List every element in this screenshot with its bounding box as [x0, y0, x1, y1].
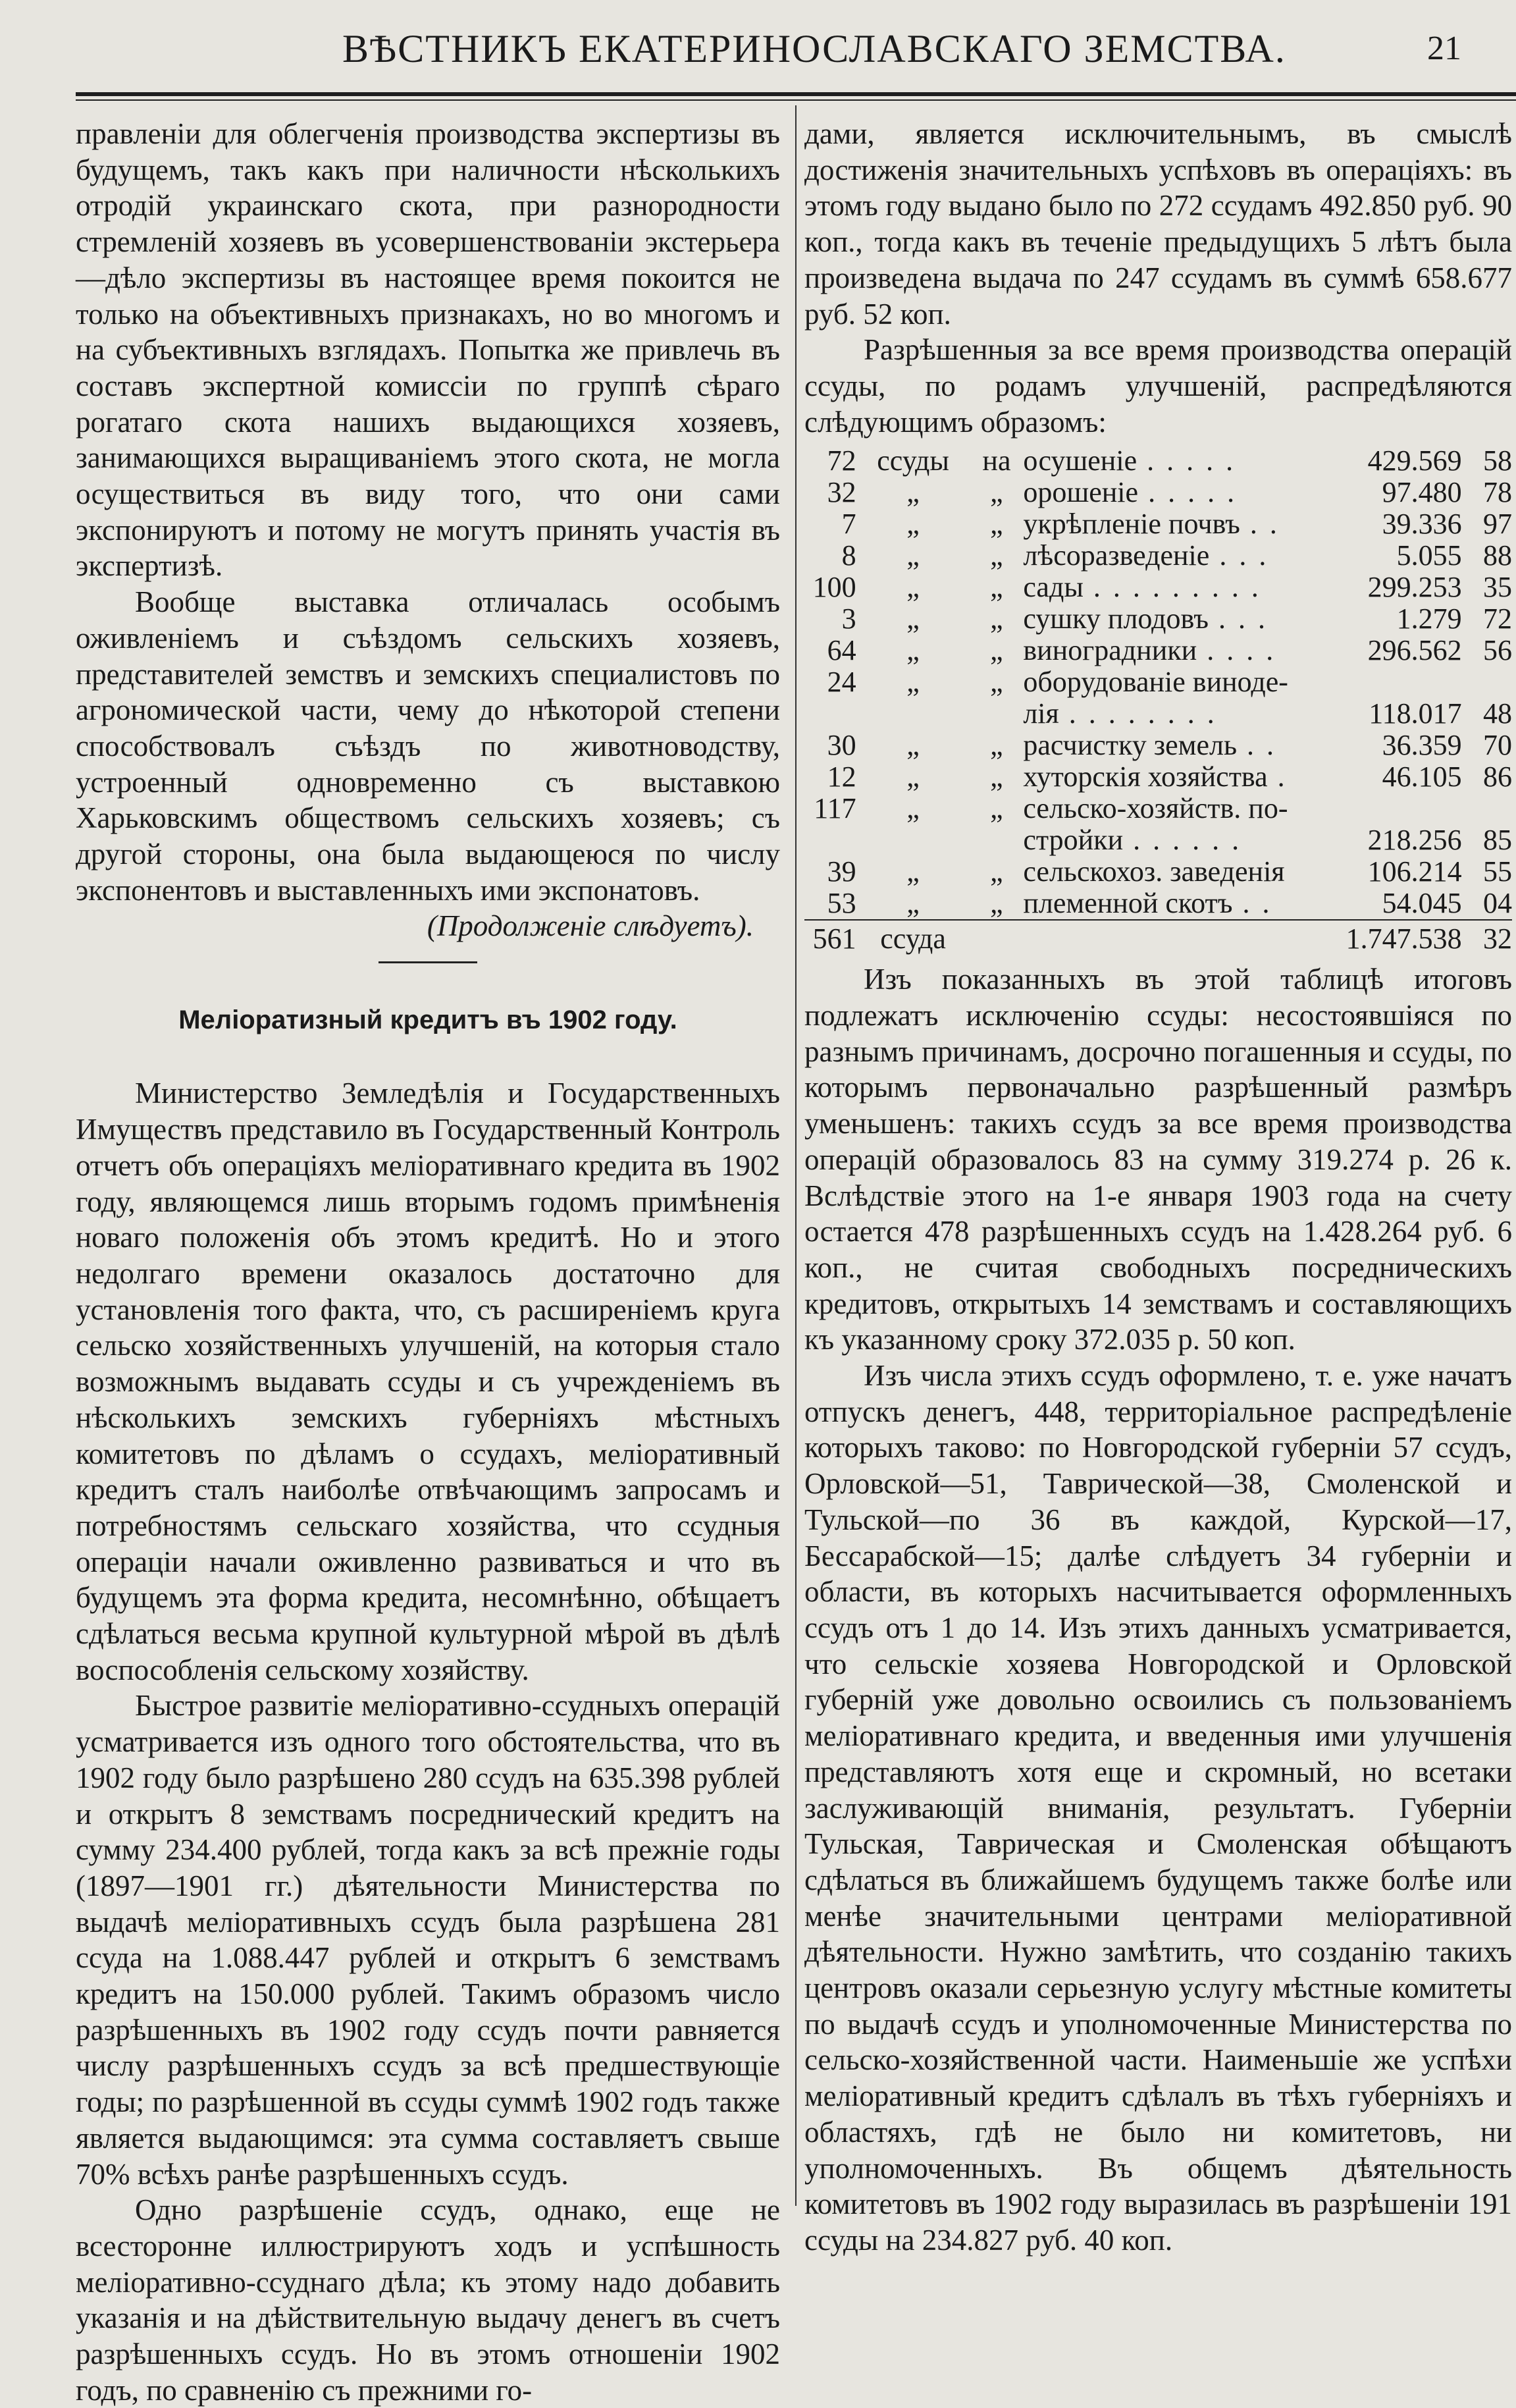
loan-purpose-text: расчистку земель	[1023, 730, 1238, 762]
loans-table-row	[804, 856, 1512, 888]
loans-table-row	[804, 698, 1512, 730]
loan-kopeks: 35	[1483, 571, 1512, 604]
loan-unit: „	[906, 729, 920, 762]
loan-purpose-text: сельскохоз. заведенія	[1023, 856, 1285, 888]
paragraph-issuance: Одно разрѣшеніе ссудъ, однако, еще не всесторонне иллюстрируютъ ходъ и успѣшность меліоративно-ссуднаго дѣла; къ этому надо добавить указанія и на дѣйствительную выдачу денегъ въ счетъ разрѣшенныхъ ссудъ. Но въ этомъ отношеніи 1902 годъ, по сравненію съ прежними го-	[76, 2193, 780, 2407]
loan-purpose	[1023, 793, 1346, 824]
total-rubles: 1.747.538	[1346, 920, 1462, 955]
loan-count: 7	[841, 508, 856, 541]
loan-count: 8	[841, 539, 856, 572]
loan-unit: „	[906, 539, 920, 572]
loans-table-row	[804, 572, 1512, 603]
loan-preposition: „	[990, 571, 1003, 604]
leader-dots: . . . .	[1197, 635, 1276, 667]
loan-preposition: „	[990, 666, 1003, 699]
loan-kopeks: 58	[1483, 444, 1512, 477]
total-unit: ссуда	[856, 920, 970, 955]
loan-kopeks: 97	[1483, 508, 1512, 541]
journal-title: ВѢСТНИКЪ ЕКАТЕРИНОСЛАВСКАГО ЗЕМСТВА.	[342, 27, 1286, 70]
loan-purpose	[1023, 824, 1346, 856]
loans-total-row	[804, 920, 1512, 955]
total-count: 561	[804, 920, 856, 955]
paragraph-expertise-end: правленіи для облегченія производства экспертизы въ будущемъ, такъ какъ при наличности нѣсколькихъ отродій украинскаго скота, при разнородности стремленій хозяевъ въ усовершенствованіи экстерьера—дѣло экспертизы въ настоящее время покоится не только на объективныхъ признакахъ, но во многомъ и на субъективныхъ взглядахъ. Попытка же привлечь въ составъ экспертной комиссіи по группѣ сѣраго рогатаго скота нашихъ выдающихся хозяевъ, занимающихся выращиваніемъ этого скота, не могла осуществиться въ виду того, что они сами экспонируютъ и потому не могутъ принять участія въ экспертизѣ.	[76, 117, 780, 583]
paragraph-issuance-continued: дами, является исключительнымъ, въ смыслѣ достиженія значительныхъ успѣховъ въ операціяхъ: въ этомъ году выдано было по 272 ссудамъ 492.850 руб. 90 коп., тогда какъ въ теченіе предыдущихъ 5 лѣтъ была произведена выдача по 247 ссудамъ въ суммѣ 658.677 руб. 52 коп.	[804, 117, 1512, 331]
loan-kopeks: 85	[1483, 824, 1512, 857]
loan-count: 32	[827, 476, 856, 509]
loan-rubles: 39.336	[1382, 508, 1462, 541]
loan-unit: „	[906, 634, 920, 667]
loan-preposition: „	[990, 855, 1003, 888]
loan-preposition: на	[982, 444, 1011, 477]
leader-dots: . . . . . . . . .	[1083, 572, 1261, 604]
loan-unit: „	[906, 602, 920, 635]
loan-unit: „	[906, 571, 920, 604]
loan-purpose	[1023, 635, 1346, 666]
loans-table-row	[804, 824, 1512, 856]
right-column	[804, 116, 1512, 2259]
loan-kopeks: 55	[1483, 855, 1512, 888]
loan-count: 30	[827, 729, 856, 762]
loan-purpose	[1023, 603, 1346, 635]
page-number: 21	[1427, 30, 1461, 67]
loan-unit: „	[906, 792, 920, 825]
loan-purpose	[1023, 856, 1346, 888]
loan-purpose	[1023, 572, 1346, 603]
loan-rubles: 36.359	[1382, 729, 1462, 762]
loan-count	[804, 824, 856, 856]
loan-preposition: „	[990, 476, 1003, 509]
loan-rubles: 54.045	[1382, 887, 1462, 920]
leader-dots: . .	[1232, 888, 1272, 920]
loan-count: 12	[827, 761, 856, 793]
loan-purpose-text: сельско-хозяйств. по-	[1023, 793, 1288, 825]
left-column	[76, 116, 780, 2408]
loan-kopeks: 86	[1483, 761, 1512, 793]
loan-rubles: 1.279	[1396, 602, 1462, 635]
loan-kopeks: 78	[1483, 476, 1512, 509]
loan-rubles: 5.055	[1396, 539, 1462, 572]
loans-table-row	[804, 477, 1512, 508]
leader-dots: . . . . .	[1137, 445, 1236, 477]
paragraph-rapid-development: Быстрое развитіе меліоративно-ссудныхъ операцій усматривается изъ одного того обстоятельства, что въ 1902 году было разрѣшено 280 ссудъ на 635.398 рублей и открытъ 8 земствамъ посреднический кредитъ на сумму 234.400 рублей, тогда какъ за всѣ прежніе годы (1897—1901 гг.) дѣятельности Министерства по выдачѣ меліоративныхъ ссудъ была разрѣшена 281 ссуда на 1.088.447 рублей и открытъ 6 земствамъ кредитъ на 150.000 рублей. Такимъ образомъ число разрѣшенныхъ въ 1902 году ссудъ почти равняется числу разрѣшенныхъ ссудъ за всѣ предшествующіе годы; по разрѣшенной въ ссуды суммѣ 1902 годъ также является выдающимся: эта сумма составляетъ свыше 70% всѣхъ ранѣе разрѣшенныхъ ссудъ.	[76, 1689, 780, 2191]
loan-count: 3	[841, 602, 856, 635]
leader-dots: . . . . . . . .	[1059, 698, 1217, 730]
header-rule-thick	[76, 92, 1516, 96]
loan-unit: ссуды	[877, 444, 949, 477]
loan-purpose	[1023, 666, 1346, 698]
loan-purpose-text: хуторскія хозяйства	[1023, 761, 1268, 793]
loans-table-row	[804, 793, 1512, 824]
loan-rubles: 106.214	[1367, 855, 1462, 888]
leader-dots: . .	[1240, 508, 1280, 541]
loan-purpose-text: стройки	[1023, 824, 1124, 857]
loan-purpose-text: укрѣпленіе почвъ	[1023, 508, 1240, 541]
leader-dots: . . . . .	[1138, 477, 1238, 509]
loan-count	[804, 698, 856, 730]
loan-unit: „	[906, 508, 920, 541]
leader-dots: . . .	[1208, 603, 1268, 635]
header-rule-thin	[76, 99, 1516, 101]
loan-rubles: 296.562	[1367, 634, 1462, 667]
loan-rubles: 218.256	[1367, 824, 1462, 857]
loan-unit: „	[906, 666, 920, 699]
loan-purpose	[1023, 445, 1346, 477]
loan-rubles	[1346, 793, 1462, 824]
loans-table-row	[804, 635, 1512, 666]
loan-purpose-text: оборудованіе виноде-	[1023, 666, 1288, 699]
loan-purpose-text: сушку плодовъ	[1023, 603, 1209, 635]
loans-table-row	[804, 888, 1512, 920]
loan-preposition	[970, 824, 1024, 856]
loans-table	[804, 445, 1512, 955]
continued-note: (Продолженіе слѣдуетъ).	[427, 909, 754, 943]
loans-table-row	[804, 508, 1512, 540]
loan-preposition: „	[990, 792, 1003, 825]
loan-purpose	[1023, 698, 1346, 730]
loan-preposition: „	[990, 761, 1003, 793]
loan-kopeks: 70	[1483, 729, 1512, 762]
loans-table-row	[804, 666, 1512, 698]
loan-rubles: 97.480	[1382, 476, 1462, 509]
loan-purpose	[1023, 888, 1346, 920]
loan-unit: „	[906, 887, 920, 920]
loan-rubles: 118.017	[1369, 697, 1462, 730]
loan-purpose	[1023, 477, 1346, 508]
loan-preposition	[970, 698, 1024, 730]
loan-kopeks: 04	[1483, 887, 1512, 920]
loan-rubles	[1346, 666, 1462, 698]
loan-preposition: „	[990, 539, 1003, 572]
loan-rubles: 299.253	[1367, 571, 1462, 604]
loan-count: 100	[812, 571, 856, 604]
loans-table-row	[804, 603, 1512, 635]
loan-purpose-text: лѣсоразведеніе	[1023, 540, 1210, 572]
loan-count: 64	[827, 634, 856, 667]
loan-preposition: „	[990, 887, 1003, 920]
loan-rubles: 46.105	[1382, 761, 1462, 793]
loan-unit: „	[906, 855, 920, 888]
loan-purpose-text: племенной скотъ	[1023, 888, 1233, 920]
loan-count: 117	[814, 792, 856, 825]
loan-purpose-text: виноградники	[1023, 635, 1197, 667]
loan-purpose-text: осушеніе	[1023, 445, 1137, 477]
loan-preposition: „	[990, 602, 1003, 635]
leader-dots: . . . . . .	[1123, 824, 1242, 857]
loan-unit: „	[906, 761, 920, 793]
loan-preposition: „	[990, 729, 1003, 762]
paragraph-ministry-report: Министерство Земледѣлія и Государственныхъ Имуществъ представило въ Государственный Контроль отчетъ объ операціяхъ меліоративнаго кредита въ 1902 году, являющемся лишь вторымъ годомъ примѣненія новаго положенія объ этомъ кредитѣ. Но и этого недолгаго времени оказалось достаточно для установленія того факта, что, съ расширеніемъ круга сельско хозяйственныхъ улучшеній, на которыя стало возможнымъ выдавать ссуды и съ учрежденіемъ въ нѣсколькихъ земскихъ губерніяхъ мѣстныхъ комитетовъ по дѣламъ о ссудахъ, меліоративный кредитъ сталъ наиболѣе отвѣчающимъ запросамъ и потребностямъ сельскаго хозяйства, что ссудныя операціи начали оживленно развиваться и что въ будущемъ эта форма кредита, несомнѣнно, обѣщаетъ сдѣлаться весьма крупной культурной мѣрой въ дѣлѣ воспособленія сельскому хозяйству.	[76, 1077, 780, 1686]
paragraph-exhibition: Вообще выставка отличалась особымъ оживленіемъ и съѣздомъ сельскихъ хозяевъ, представителей земствъ и земскихъ специалистовъ по агрономической части, чему до нѣкоторой степени способствовалъ съѣздъ по животноводству, устроенный одновременно съ выставкою Харьковскимъ обществомъ сельскихъ хозяевъ; съ другой стороны, она была выдающеюся по числу экспонентовъ и выставленныхъ ими экспонатовъ.	[76, 585, 780, 907]
loan-unit: „	[906, 476, 920, 509]
loan-count: 53	[827, 887, 856, 920]
paragraph-exclusions: Изъ показанныхъ въ этой таблицѣ итоговъ подлежатъ исключенію ссуды: несостоявшіяся по разнымъ причинамъ, досрочно погашенныя и ссуды, по которымъ первоначально разрѣшенный размѣръ уменьшенъ: такихъ ссудъ за все время производства операцій образовалось 83 на сумму 319.274 р. 26 к. Вслѣдствіе этого на 1-е января 1903 года на счету остается 478 разрѣшенныхъ ссудъ на 1.428.264 руб. 6 коп., не считая свободныхъ посредническихъ кредитовъ, открытыхъ 14 земствамъ и составляющихъ къ указанному сроку 372.035 р. 50 коп.	[804, 963, 1512, 1356]
loan-purpose	[1023, 730, 1346, 761]
section-separator	[379, 961, 477, 963]
loan-purpose	[1023, 508, 1346, 540]
loan-unit	[856, 698, 970, 730]
loan-purpose-text: сады	[1023, 572, 1084, 604]
loans-table-row	[804, 761, 1512, 793]
leader-dots: .	[1267, 761, 1288, 793]
paragraph-distribution-intro: Разрѣшенныя за все время производства операцій ссуды, по родамъ улучшеній, распредѣляются слѣдующимъ образомъ:	[804, 333, 1512, 439]
loan-kopeks	[1462, 666, 1512, 698]
loan-count: 24	[827, 666, 856, 699]
loan-purpose-text: орошеніе	[1023, 477, 1139, 509]
loan-kopeks	[1462, 793, 1512, 824]
loan-count: 72	[827, 444, 856, 477]
loan-unit	[856, 824, 970, 856]
loan-kopeks: 72	[1483, 602, 1512, 635]
loan-purpose-text: лія	[1023, 698, 1059, 730]
loans-table-row	[804, 730, 1512, 761]
loan-purpose	[1023, 761, 1346, 793]
loans-table-row	[804, 445, 1512, 477]
loan-kopeks: 56	[1483, 634, 1512, 667]
paragraph-territorial: Изъ числа этихъ ссудъ оформлено, т. е. уже начатъ отпускъ денегъ, 448, территоріальное распредѣленіе которыхъ таково: по Новгородской губерніи 57 ссудъ, Орловской—51, Таврической—38, Смоленской и Тульской—по 36 въ каждой, Курской—17, Бессарабской—15; далѣе слѣдуетъ 34 губерніи и области, въ которыхъ насчитывается оформленныхъ ссудъ отъ 1 до 14. Изъ этихъ данныхъ усматривается, что сельскіе хозяева Новгородской и Орловской губерній уже довольно освоились съ пользованіемъ меліоративнаго кредита, и введенныя ими улучшенія представляютъ хотя еще и скромный, но всетаки заслуживающій вниманія, результатъ. Губерніи Тульская, Таврическая и Смоленская обѣщаютъ сдѣлаться въ ближайшемъ будущемъ также болѣе или менѣе значительными центрами меліоративной дѣятельности. Нужно замѣтить, что созданію такихъ центровъ оказали серьезную услугу мѣстные комитеты по выдачѣ ссудъ и уполномоченные Министерства по сельско-хозяйственной части. Наименьшіе же успѣхи меліоративный кредитъ сдѣлалъ въ тѣхъ губерніяхъ и областяхъ, гдѣ не было ни комитетовъ, ни уполномоченныхъ. Въ общемъ дѣятельность комитетовъ въ 1902 году выразилась въ разрѣшеніи 191 ссуды на 234.827 руб. 40 коп.	[804, 1359, 1512, 2257]
loan-count: 39	[827, 855, 856, 888]
total-kopeks: 32	[1462, 920, 1512, 955]
loan-rubles: 429.569	[1367, 444, 1462, 477]
loan-purpose	[1023, 540, 1346, 572]
leader-dots: . . .	[1209, 540, 1269, 572]
loan-kopeks: 88	[1483, 539, 1512, 572]
loan-preposition: „	[990, 634, 1003, 667]
loans-table-row	[804, 540, 1512, 572]
leader-dots: . .	[1237, 730, 1277, 762]
loan-preposition: „	[990, 508, 1003, 541]
article-heading: Меліоратизный кредитъ въ 1902 году.	[178, 1005, 677, 1035]
loan-kopeks: 48	[1483, 697, 1512, 730]
column-divider	[795, 105, 797, 2206]
